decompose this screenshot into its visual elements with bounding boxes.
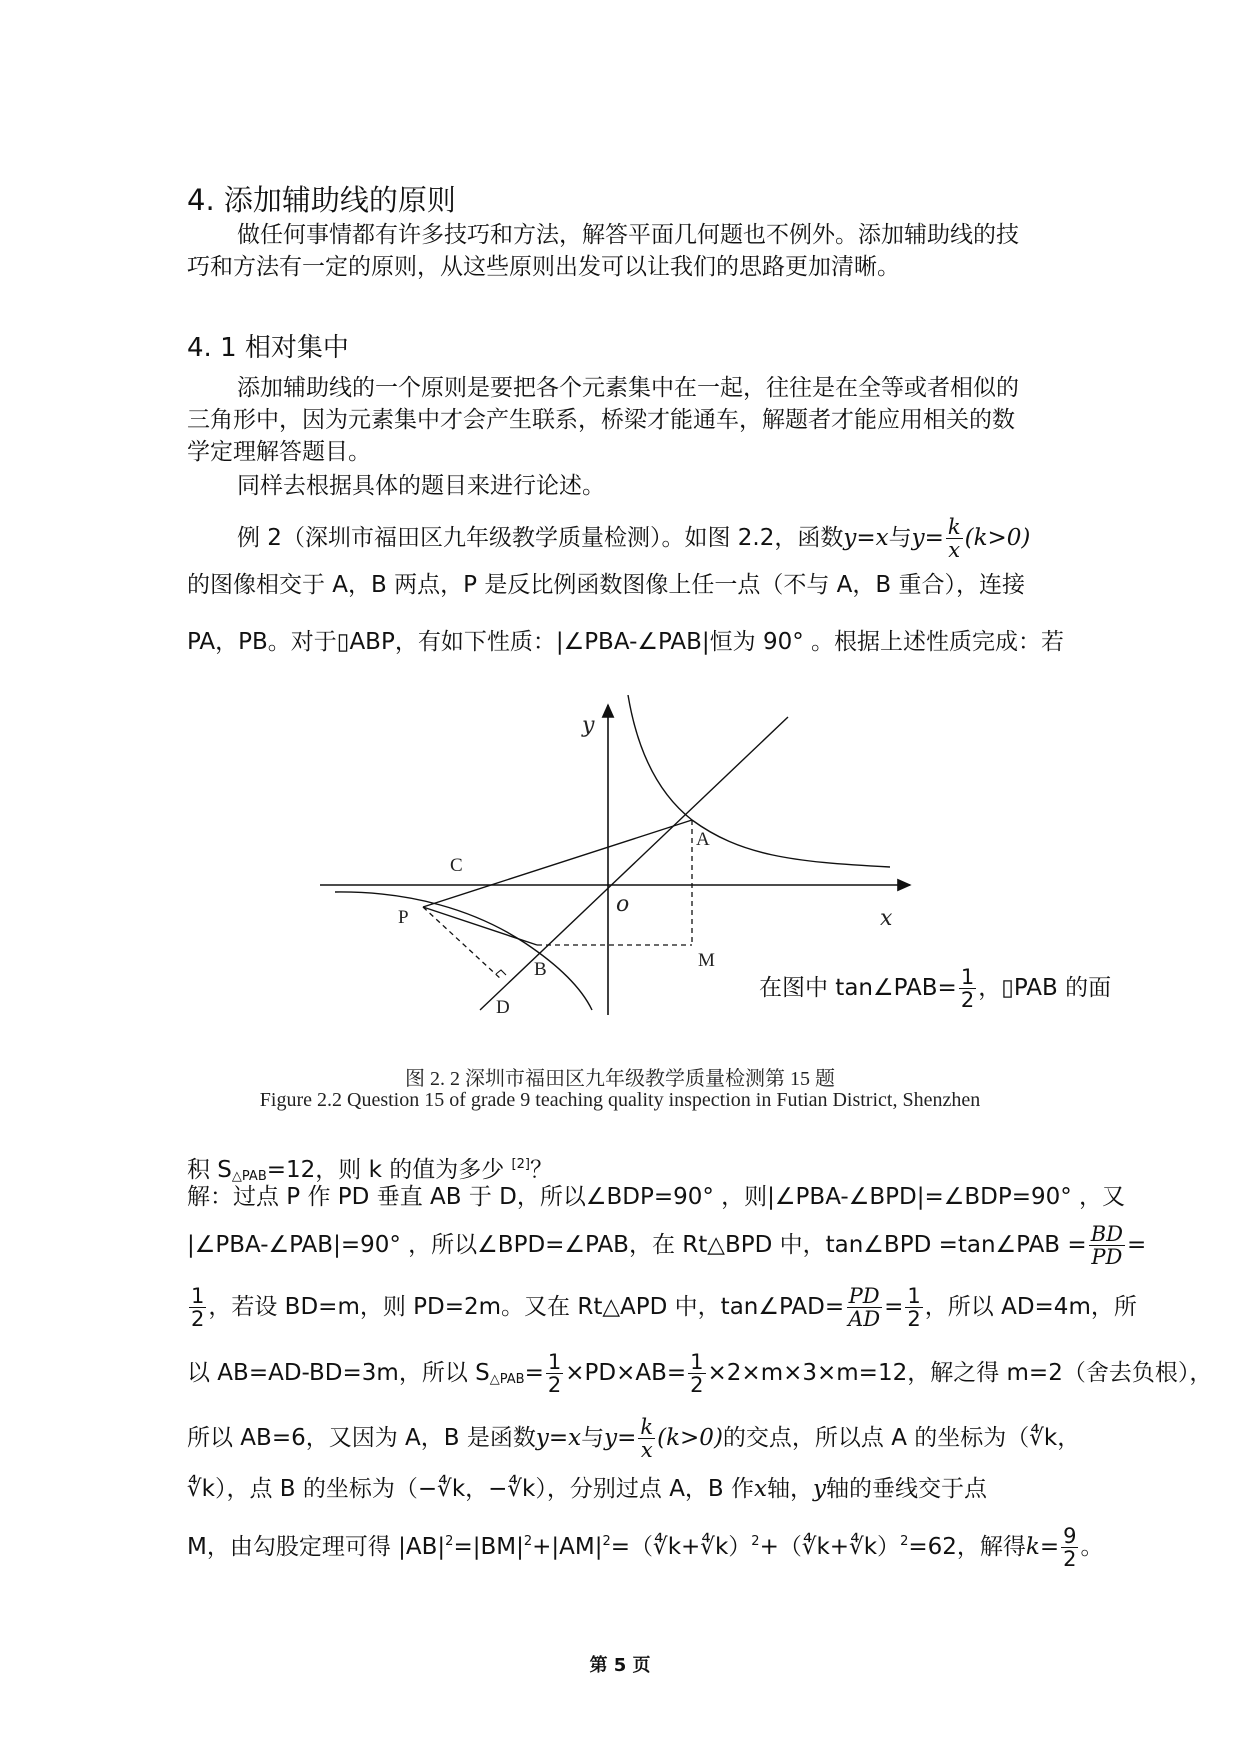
s3-equals: =: [884, 1294, 904, 1320]
period: 。: [1080, 1534, 1104, 1560]
para2-line: 同样去根据具体的题目来进行论述。: [237, 473, 605, 499]
s5-text: 所以 AB=6，又因为 A，B 是函数: [187, 1425, 536, 1451]
fraction-numerator: k: [947, 515, 961, 539]
s6-text-4: 轴的垂线交于点: [826, 1476, 987, 1502]
label-M: M: [698, 950, 715, 971]
s6-text: ∜k）: [187, 1476, 227, 1502]
fraction-one-half: [546, 1351, 563, 1396]
example-line-3: PA，PB。对于▯ABP，有如下性质：|∠PBA-∠PAB|恒为 90° 。根据上述性质完成：若: [187, 629, 1065, 655]
fraction-numerator: 9: [1063, 1524, 1077, 1548]
label-x: x: [880, 906, 893, 931]
s7-text: M，由勾股定理可得 |AB|: [187, 1534, 446, 1560]
s6-text-3: 轴，: [767, 1476, 813, 1502]
reference-mark: [2]: [511, 1157, 530, 1172]
superscript-2: 2: [602, 1534, 611, 1549]
side-text-a: 在图中 tan∠PAB=: [759, 975, 957, 1001]
page-number: 第 5 页: [589, 1655, 651, 1676]
s4-text-2: ×PD×AB=: [565, 1360, 687, 1386]
fraction-numerator: 1: [547, 1350, 562, 1374]
solution-line-7: [187, 1514, 1104, 1575]
fraction-numerator: 1: [191, 1284, 205, 1308]
intro-line-2: 巧和方法有一定的原则，从这些原则出发可以让我们的思路更加清晰。: [187, 254, 900, 280]
fraction-one-half: [688, 1351, 705, 1396]
para1-line-2: 三角形中，因为元素集中才会产生联系，桥梁才能通车，解题者才能应用相关的数: [187, 407, 1015, 433]
solution-line-6: [187, 1474, 1087, 1504]
fraction-denominator: 2: [907, 1307, 921, 1331]
q-text-2: =12，则 k 的值为多少: [266, 1157, 512, 1183]
figure-side-text: [759, 963, 1112, 1013]
line-y-equals-x: [480, 717, 788, 1010]
label-A: A: [696, 829, 710, 850]
figure-caption-cn: 图 2. 2 深圳市福田区九年级教学质量检测第 15 题: [405, 1068, 835, 1090]
s7-text-4: =（∜k+∜k）: [610, 1534, 752, 1560]
segment-PD-dashed: [423, 907, 502, 980]
label-B: B: [534, 959, 547, 980]
superscript-2: 2: [445, 1534, 454, 1549]
solution-line-5: [187, 1410, 1087, 1466]
solution-line-3: [187, 1279, 1137, 1335]
fraction-nine-halves: [1061, 1525, 1078, 1570]
fraction-one-half: [905, 1285, 922, 1330]
fraction-bd-over-pd: [1089, 1223, 1125, 1268]
solution-line-1: 解：过点 P 作 PD 垂直 AB 于 D，所以∠BDP=90° ，则|∠PBA-∠BPD|=∠BDP=90° ，又: [187, 1184, 1126, 1210]
fraction-denominator: PD: [1091, 1245, 1123, 1269]
fraction-numerator: 1: [690, 1350, 704, 1374]
para1-line-1: 添加辅助线的一个原则是要把各个元素集中在一起，往往是在全等或者相似的: [237, 375, 1019, 401]
superscript-2: 2: [523, 1534, 533, 1549]
fraction-denominator: 2: [690, 1373, 704, 1397]
s7-text-6: =62，解得: [908, 1534, 1026, 1560]
para1-line-3: 学定理解答题目。: [187, 439, 371, 465]
fraction-denominator: AD: [848, 1307, 881, 1331]
s7-text-2: =|BM|: [453, 1534, 524, 1560]
s7-text-5: +（∜k+∜k）: [759, 1534, 901, 1560]
subscript-pab: △PAB: [489, 1372, 525, 1387]
superscript-2: 2: [751, 1534, 760, 1549]
fraction-denominator: 2: [191, 1307, 205, 1331]
superscript-2: 2: [900, 1534, 909, 1549]
s3-text-2: ，所以 AD=4m，所: [924, 1294, 1137, 1320]
s4-equals: =: [524, 1360, 544, 1386]
segment-PB: [423, 907, 537, 945]
label-C: C: [450, 855, 463, 876]
hyperbola-branch-upper: [628, 695, 890, 867]
s3-text: ，若设 BD=m，则 PD=2m。又在 Rt△APD 中，tan∠PAD=: [208, 1294, 845, 1320]
s4-text-3: ×2×m×3×m=12，解之得 m=2（舍去负根），: [707, 1360, 1213, 1386]
example-text: 例 2（深圳市福田区九年级教学质量检测）。如图 2.2，函数: [237, 525, 844, 551]
fraction-denominator: 2: [547, 1373, 562, 1397]
subsection-heading: 4. 1 相对集中: [187, 333, 349, 363]
fraction-k-over-x: [946, 516, 963, 561]
s2-text: |∠PBA-∠PAB|=90° ，所以∠BPD=∠PAB，在 Rt△BPD 中，tan∠BPD =tan∠PAB =: [187, 1232, 1087, 1258]
example-line-2: 的图像相交于 A，B 两点，P 是反比例函数图像上任一点（不与 A，B 重合），连接: [187, 572, 1025, 598]
fraction-k-over-x: [638, 1416, 655, 1461]
section-heading: 4. 添加辅助线的原则: [187, 183, 456, 217]
figure-caption-en: Figure 2.2 Question 15 of grade 9 teaching quality inspection in Futian District, Shenzhen: [259, 1089, 981, 1111]
fraction-denominator: x: [640, 1438, 653, 1462]
segment-PA: [423, 820, 692, 907]
text-and: 与: [888, 525, 912, 551]
fraction-denominator: 2: [1063, 1547, 1077, 1571]
formula-inverse-lhs: y=: [911, 525, 944, 551]
fraction-pd-over-ad: [846, 1285, 882, 1330]
formula-linear: y=x: [535, 1425, 582, 1451]
q-text: 积 S: [187, 1157, 232, 1183]
s7-text-3: +|AM|: [532, 1534, 603, 1560]
label-P: P: [398, 907, 409, 928]
subscript-pab: △PAB: [231, 1169, 267, 1184]
s6-text-2: ，点 B 的坐标为（−∜k，−∜k），分别过点 A，B 作: [226, 1476, 755, 1502]
fraction-one-half: [959, 966, 976, 1011]
fraction-denominator: x: [948, 538, 961, 562]
condition-k-positive: (k>0): [964, 525, 1031, 551]
fraction-numerator: BD: [1090, 1222, 1123, 1246]
text-and: 与: [581, 1425, 605, 1451]
right-angle-mark-D: [496, 970, 506, 975]
fraction-numerator: 1: [907, 1284, 921, 1308]
s5-text-2: 的交点，所以点 A 的坐标为（∜k，: [722, 1425, 1081, 1451]
var-k: k=: [1025, 1534, 1060, 1560]
formula-inverse-lhs: y=: [604, 1425, 637, 1451]
example-line-1: [237, 513, 1087, 563]
side-text-b: ，▯PAB 的面: [978, 975, 1112, 1001]
label-origin: o: [616, 892, 630, 917]
hyperbola-branch-lower: [335, 892, 592, 1010]
fraction-numerator: PD: [848, 1284, 880, 1308]
solution-line-2: [187, 1217, 1147, 1273]
s4-text: 以 AB=AD-BD=3m，所以 S: [187, 1360, 490, 1386]
fraction-denominator: 2: [960, 988, 975, 1012]
s2-equals: =: [1126, 1232, 1147, 1258]
fraction-one-half: [189, 1285, 206, 1330]
var-y: y: [813, 1476, 826, 1502]
var-x: x: [754, 1476, 767, 1502]
fraction-numerator: 1: [960, 965, 975, 989]
intro-line-1: 做任何事情都有许多技巧和方法，解答平面几何题也不例外。添加辅助线的技: [237, 222, 1019, 248]
label-y: y: [582, 713, 595, 738]
solution-line-4: [187, 1345, 1213, 1408]
label-D: D: [496, 997, 510, 1018]
fraction-numerator: k: [640, 1415, 654, 1439]
condition-k-positive: (k>0): [657, 1425, 723, 1451]
q-text-3: ？: [529, 1157, 553, 1183]
formula-linear: y=x: [843, 525, 889, 551]
